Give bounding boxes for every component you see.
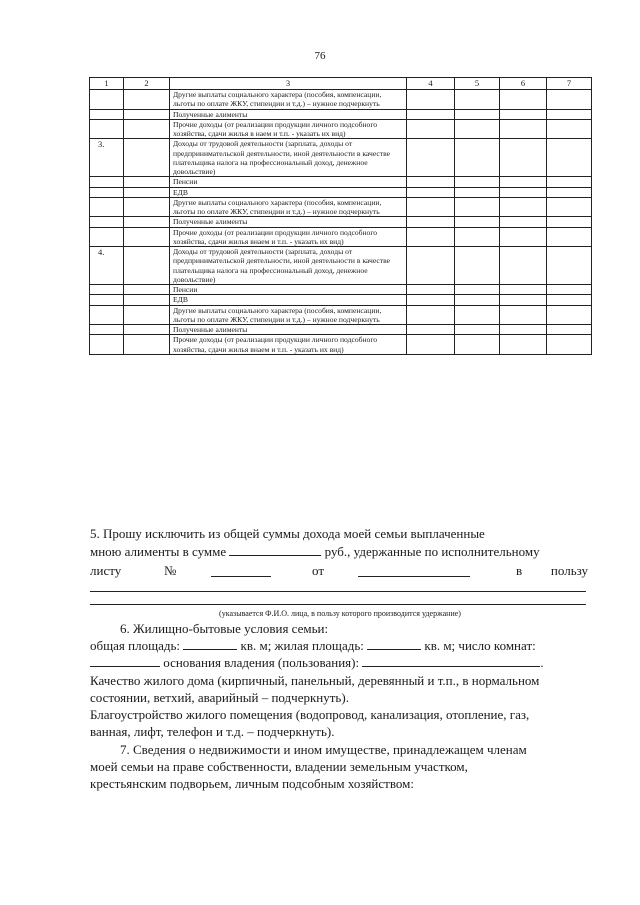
recipient-line-1[interactable]: [90, 591, 586, 592]
amount-cell[interactable]: [547, 109, 592, 119]
amount-cell[interactable]: [407, 217, 455, 227]
amount-cell[interactable]: [407, 197, 455, 217]
section6-quality2: состоянии, ветхий, аварийный – подчеркнуть).: [90, 690, 349, 705]
section5-line2: мною алименты в сумме руб., удержанные по исполнительному: [90, 544, 540, 559]
table-row: [90, 139, 592, 177]
member-cell[interactable]: [124, 177, 170, 187]
section6-improve1: Благоустройство жилого помещения (водопровод, канализация, отопление, газ,: [90, 707, 530, 722]
amount-cell[interactable]: [547, 227, 592, 247]
amount-cell[interactable]: [407, 90, 455, 110]
amount-cell[interactable]: [500, 119, 547, 139]
amount-cell[interactable]: [547, 217, 592, 227]
table-row: [90, 197, 592, 217]
amount-cell[interactable]: [455, 217, 500, 227]
member-cell[interactable]: [124, 295, 170, 305]
income-type-cell: Полученные алименты: [170, 217, 407, 227]
amount-cell[interactable]: [500, 285, 547, 295]
income-type-cell: Полученные алименты: [170, 325, 407, 335]
amount-cell[interactable]: [547, 325, 592, 335]
income-type-cell: Прочие доходы (от реализации продукции личного подсобного хозяйства, сдачи жилья внаем и т.п. - указать их вид): [170, 227, 407, 247]
row-number: [90, 227, 124, 247]
amount-cell[interactable]: [407, 295, 455, 305]
amount-cell[interactable]: [407, 139, 455, 177]
amount-cell[interactable]: [455, 109, 500, 119]
amount-cell[interactable]: [500, 325, 547, 335]
income-type-cell: Доходы от трудовой деятельности (зарплата, доходы от предпринимательской деятельности, иной деятельности в качестве плательщика налога на профессиональный доход, денежное довольствие): [170, 247, 407, 285]
amount-cell[interactable]: [455, 305, 500, 325]
amount-cell[interactable]: [500, 335, 547, 355]
row-number: [90, 217, 124, 227]
recipient-line-2[interactable]: [90, 604, 586, 605]
amount-cell[interactable]: [455, 177, 500, 187]
amount-cell[interactable]: [547, 247, 592, 285]
amount-cell[interactable]: [547, 119, 592, 139]
section6-quality1: Качество жилого дома (кирпичный, панельный, деревянный и т.п., в нормальном: [90, 673, 540, 688]
table-row: [90, 177, 592, 187]
section6-improve2: ванная, лифт, телефон и т.д. – подчеркнуть).: [90, 724, 335, 739]
alimony-amount-field[interactable]: [229, 543, 321, 556]
table-row: [90, 187, 592, 197]
table-row: [90, 119, 592, 139]
amount-cell[interactable]: [500, 247, 547, 285]
income-type-cell: Доходы от трудовой деятельности (зарплата, доходы от предпринимательской деятельности, иной деятельности в качестве плательщика налога на профессиональный доход, денежное довольствие): [170, 139, 407, 177]
member-cell[interactable]: [124, 325, 170, 335]
member-cell[interactable]: [124, 90, 170, 110]
living-area-field[interactable]: [367, 637, 421, 650]
row-number: [90, 177, 124, 187]
amount-cell[interactable]: [547, 187, 592, 197]
income-type-cell: Другие выплаты социального характера (пособия, компенсации, льготы по оплате ЖКУ, стипендии и т.д.) – нужное подчеркнуть: [170, 305, 407, 325]
amount-cell[interactable]: [500, 227, 547, 247]
income-type-cell: Полученные алименты: [170, 109, 407, 119]
amount-cell[interactable]: [500, 197, 547, 217]
table-row: [90, 305, 592, 325]
amount-cell[interactable]: [547, 335, 592, 355]
amount-cell[interactable]: [407, 109, 455, 119]
section7-line1: 7. Сведения о недвижимости и ином имуществе, принадлежащем членам: [120, 742, 527, 757]
amount-cell[interactable]: [455, 139, 500, 177]
row-number: 4.: [90, 247, 124, 285]
amount-cell[interactable]: [500, 90, 547, 110]
row-number: [90, 90, 124, 110]
income-table: [89, 77, 592, 355]
amount-cell[interactable]: [407, 325, 455, 335]
row-number: [90, 295, 124, 305]
member-cell[interactable]: [124, 285, 170, 295]
amount-cell[interactable]: [500, 177, 547, 187]
document-date-field[interactable]: [358, 564, 470, 577]
table-header-row: [90, 78, 592, 90]
amount-cell[interactable]: [455, 295, 500, 305]
member-cell[interactable]: [124, 139, 170, 177]
section7-line3: крестьянским подворьем, личным подсобным хозяйством:: [90, 776, 414, 791]
ownership-basis-field[interactable]: [362, 654, 540, 667]
income-type-cell: Другие выплаты социального характера (пособия, компенсации, льготы по оплате ЖКУ, стипендии и т.д.) – нужное подчеркнуть: [170, 197, 407, 217]
member-cell[interactable]: [124, 187, 170, 197]
amount-cell[interactable]: [407, 247, 455, 285]
section7-line2: моей семьи на праве собственности, владении земельным участком,: [90, 759, 468, 774]
column-header: 4: [407, 78, 455, 90]
row-number: [90, 305, 124, 325]
amount-cell[interactable]: [547, 285, 592, 295]
row-number: [90, 197, 124, 217]
amount-cell[interactable]: [547, 305, 592, 325]
row-number: 3.: [90, 139, 124, 177]
amount-cell[interactable]: [500, 187, 547, 197]
amount-cell[interactable]: [547, 139, 592, 177]
member-cell[interactable]: [124, 119, 170, 139]
income-type-cell: Прочие доходы (от реализации продукции личного подсобного хозяйства, сдачи жилья внаем и т.п. - указать их вид): [170, 335, 407, 355]
amount-cell[interactable]: [500, 295, 547, 305]
page-number: 76: [314, 50, 326, 62]
row-number: [90, 187, 124, 197]
table-row: [90, 335, 592, 355]
column-header: 5: [455, 78, 500, 90]
amount-cell[interactable]: [455, 187, 500, 197]
section6-basis: основания владения (пользования): .: [90, 654, 590, 671]
amount-cell[interactable]: [455, 197, 500, 217]
member-cell[interactable]: [124, 335, 170, 355]
column-header: 6: [500, 78, 547, 90]
member-cell[interactable]: [124, 197, 170, 217]
row-number: [90, 325, 124, 335]
amount-cell[interactable]: [407, 305, 455, 325]
amount-cell[interactable]: [547, 177, 592, 187]
income-type-cell: Прочие доходы (от реализации продукции личного подсобного хозяйства, сдачи жилья в наем и т.п. - указать их вид): [170, 119, 407, 139]
amount-cell[interactable]: [455, 90, 500, 110]
amount-cell[interactable]: [455, 119, 500, 139]
member-cell[interactable]: [124, 305, 170, 325]
income-type-cell: ЕДВ: [170, 187, 407, 197]
income-type-cell: ЕДВ: [170, 295, 407, 305]
amount-cell[interactable]: [455, 227, 500, 247]
section6-title: 6. Жилищно-бытовые условия семьи:: [120, 621, 329, 636]
amount-cell[interactable]: [500, 109, 547, 119]
row-number: [90, 109, 124, 119]
member-cell[interactable]: [124, 247, 170, 285]
table-row: [90, 247, 592, 285]
row-number: [90, 119, 124, 139]
table-row: [90, 217, 592, 227]
amount-cell[interactable]: [455, 335, 500, 355]
amount-cell[interactable]: [500, 305, 547, 325]
row-number: [90, 285, 124, 295]
table-row: [90, 295, 592, 305]
amount-cell[interactable]: [455, 325, 500, 335]
amount-cell[interactable]: [455, 285, 500, 295]
member-cell[interactable]: [124, 109, 170, 119]
section6-area: общая площадь: кв. м; жилая площадь: кв. м; число комнат:: [90, 638, 536, 653]
amount-cell[interactable]: [500, 139, 547, 177]
table-row: [90, 285, 592, 295]
amount-cell[interactable]: [455, 247, 500, 285]
total-area-field[interactable]: [183, 637, 237, 650]
column-header: 7: [547, 78, 592, 90]
amount-cell[interactable]: [407, 119, 455, 139]
amount-cell[interactable]: [407, 285, 455, 295]
income-type-cell: Пенсии: [170, 177, 407, 187]
column-header: 2: [124, 78, 170, 90]
amount-cell[interactable]: [547, 295, 592, 305]
table-row: [90, 227, 592, 247]
table-row: [90, 325, 592, 335]
income-type-cell: Пенсии: [170, 285, 407, 295]
column-header: 1: [90, 78, 124, 90]
income-type-cell: Другие выплаты социального характера (пособия, компенсации, льготы по оплате ЖКУ, стипендии и т.д.) – нужное подчеркнуть: [170, 90, 407, 110]
row-number: [90, 335, 124, 355]
recipient-note: (указывается Ф.И.О. лица, в пользу которого производится удержание): [219, 609, 461, 618]
section5-line1: 5. Прошу исключить из общей суммы дохода моей семьи выплаченные: [90, 526, 485, 541]
table-row: [90, 109, 592, 119]
member-cell[interactable]: [124, 227, 170, 247]
amount-cell[interactable]: [500, 217, 547, 227]
document-number-field[interactable]: [211, 564, 271, 577]
rooms-count-field[interactable]: [90, 654, 160, 667]
amount-cell[interactable]: [407, 187, 455, 197]
column-header: 3: [170, 78, 407, 90]
amount-cell[interactable]: [407, 177, 455, 187]
member-cell[interactable]: [124, 217, 170, 227]
amount-cell[interactable]: [547, 90, 592, 110]
table-row: [90, 90, 592, 110]
amount-cell[interactable]: [547, 197, 592, 217]
amount-cell[interactable]: [407, 335, 455, 355]
amount-cell[interactable]: [407, 227, 455, 247]
